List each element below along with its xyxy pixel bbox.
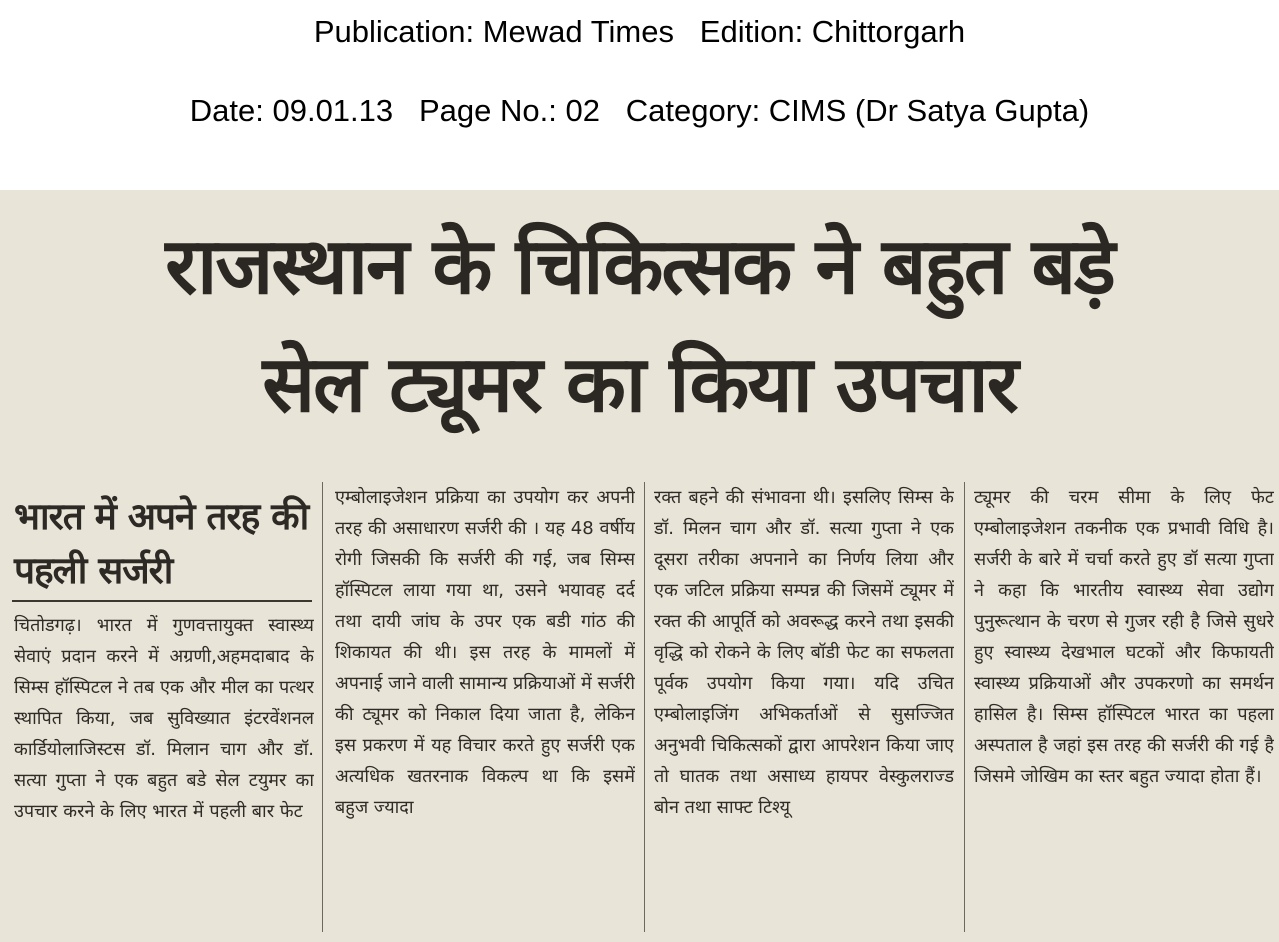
publication-meta-line: Publication: Mewad Times Edition: Chittorgarh: [313, 14, 966, 49]
subheadline: भारत में अपने तरह की पहली सर्जरी: [14, 495, 309, 592]
headline-line-2: सेल ट्यूमर का किया उपचार: [262, 340, 1017, 430]
column-divider: [964, 482, 965, 932]
column-divider: [322, 482, 323, 932]
newspaper-clipping: [0, 190, 1279, 942]
article-column-3: रक्त बहने की संभावना थी। इसलिए सिम्स के डॉ. मिलन चाग और डॉ. सत्या गुप्ता ने एक दूसरा तरीका अपनाने का निर्णय लिया और एक जटिल प्रक्रिया सम्पन्न की जिसमें ट्यूमर में रक्त की आपूर्ति को अवरूद्ध करने तथा इसकी वृद्धि को रोकने के लिए बॉडी फेट का सफलता पूर्वक उपयोग किया गया। यदि उचित एम्बोलाइजिंग अभिकर्ताओं से सुसज्जित अनुभवी चिकित्सकों द्वारा आपरेशन किया जाए तो घातक तथा असाध्य हायपर वेस्कुलराज्ड बोन तथा साफ्ट टिश्यू: [654, 487, 954, 818]
article-column-4: ट्यूमर की चरम सीमा के लिए फेट एम्बोलाइजेशन तकनीक एक प्रभावी विधि है। सर्जरी के बारे में चर्चा करते हुए डॉ सत्या गुप्ता ने कहा कि भारतीय स्वास्थ्य सेवा उद्योग पुनुरूत्थान के चरण से गुजर रही है जिसे सुधरे हुए स्वास्थ्य देखभाल घटकों और किफायती स्वास्थ्य प्रक्रियाओं और उपकरणो का समर्थन हासिल है। सिम्स हॉस्पिटल भारत का पहला अस्पताल है जहां इस तरह की सर्जरी की गई है जिसमे जोखिम का स्तर बहुत ज्यादा होता हैं।: [974, 487, 1274, 787]
subheadline-divider: [12, 600, 312, 602]
article-column-2: एम्बोलाइजेशन प्रक्रिया का उपयोग कर अपनी तरह की असाधारण सर्जरी की । यह 48 वर्षीय रोगी जिसकी कि सर्जरी की गई, जब सिम्स हॉस्पिटल लाया गया था, उसने भयावह दर्द तथा दायी जांघ के उपर एक बडी गांठ की शिकायत की थी। इस तरह के मामलों में अपनाई जाने वाली सामान्य प्रक्रियाओं में सर्जरी की ट्यूमर को निकाल दिया जाता है, लेकिन इस प्रकरण में यह विचार करते हुए सर्जरी एक अत्यधिक खतरनाक विकल्प था कि इसमें बहुज ज्यादा: [335, 487, 635, 818]
column-divider: [644, 482, 645, 932]
article-column-1: चितोडगढ़। भारत में गुणवत्तायुक्त स्वास्थ्य सेवाएं प्रदान करने में अग्रणी,अहमदाबाद के सिम्स हॉस्पिटल ने तब एक और मील का पत्थर स्थापित किया, जब सुविख्यात इंटरवेंशनल कार्डियोलाजिस्टस डॉ. मिलान चाग और डॉ. सत्या गुप्ता ने एक बहुत बडे सेल टयुमर का उपचार करने के लिए भारत में पहली बार फेट: [14, 615, 314, 822]
headline-line-1: राजस्थान के चिकित्सक ने बहुत बड़े: [165, 222, 1114, 312]
date-page-category-line: Date: 09.01.13 Page No.: 02 Category: CIMS (Dr Satya Gupta): [189, 93, 1090, 128]
